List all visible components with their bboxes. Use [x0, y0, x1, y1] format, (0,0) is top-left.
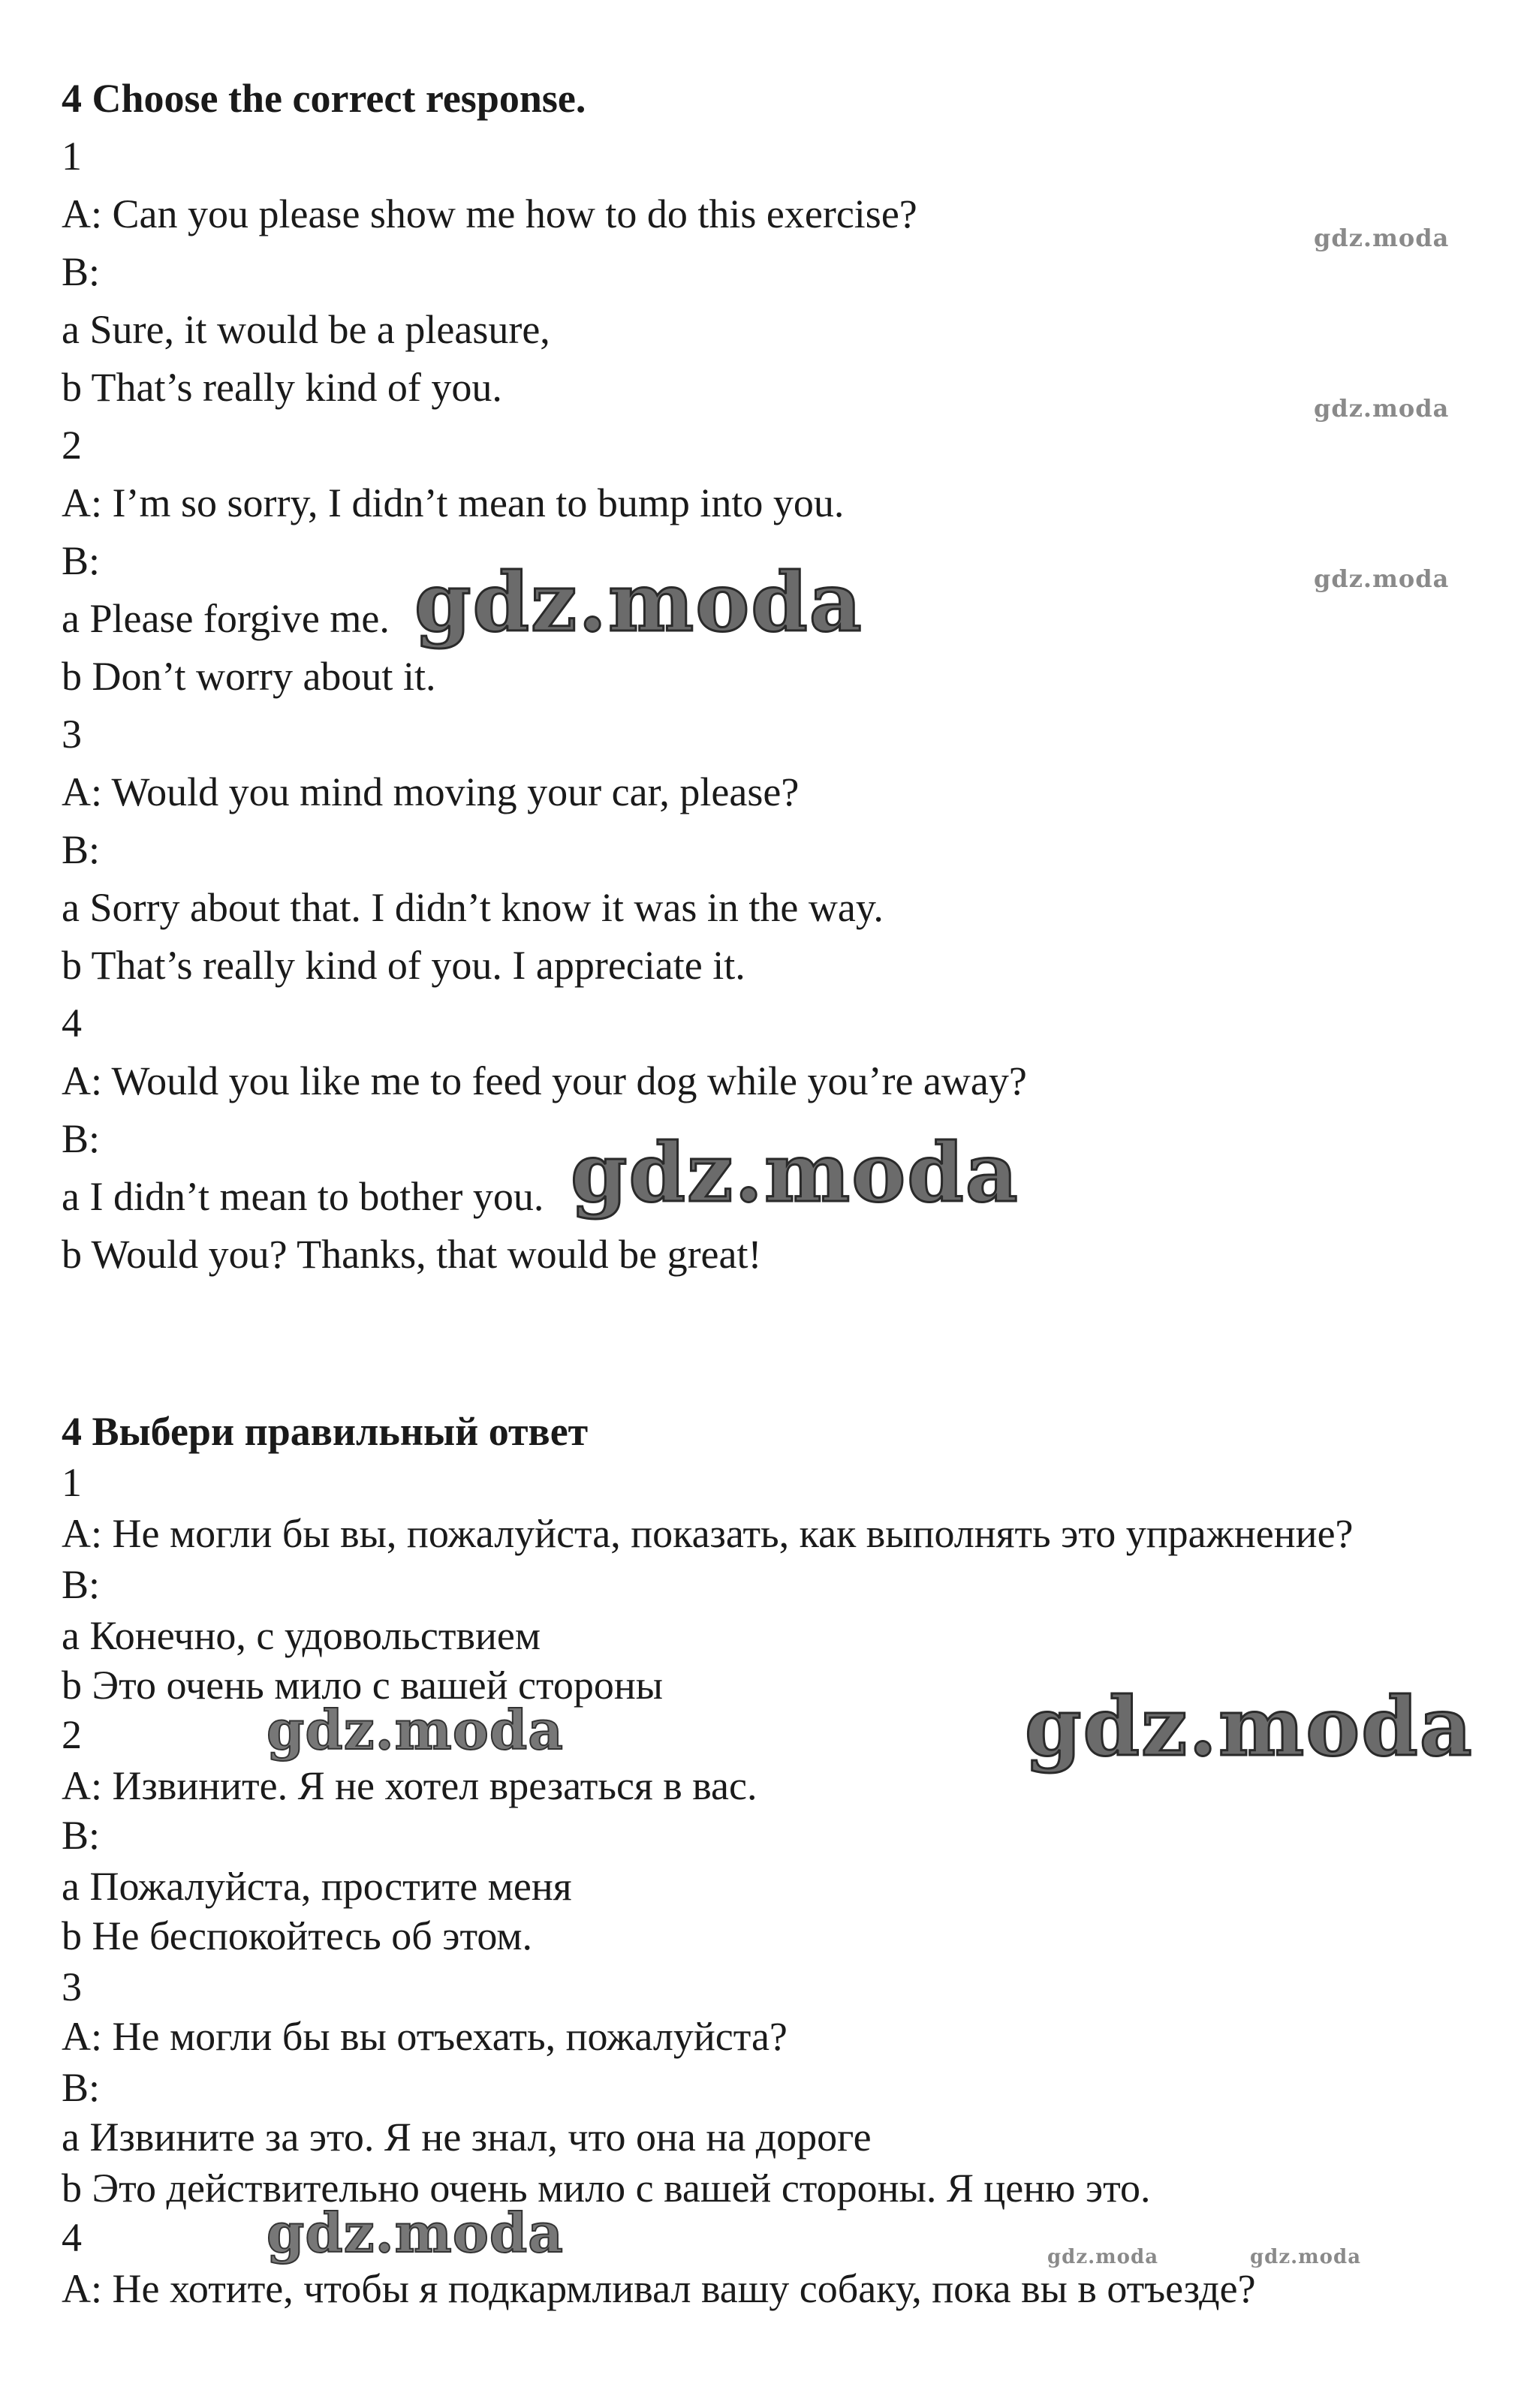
russian-line: b Это действительно очень мило с вашей стороны. Я ценю это.	[62, 2166, 1151, 2211]
watermark: gdz.moda	[1314, 564, 1450, 593]
russian-line: a Конечно, с удовольствием	[62, 1613, 541, 1658]
english-line: a Sure, it would be a pleasure,	[62, 307, 550, 352]
english-line: B:	[62, 249, 101, 294]
english-line: A: Would you mind moving your car, please?	[62, 769, 800, 814]
russian-line: B:	[62, 1813, 101, 1858]
watermark: gdz.moda	[267, 1698, 564, 1762]
english-line: b That’s really kind of you.	[62, 365, 502, 410]
english-line: b Don’t worry about it.	[62, 654, 436, 699]
english-line: B:	[62, 827, 101, 872]
russian-line: 3	[62, 1964, 82, 2009]
russian-line: A: Извините. Я не хотел врезаться в вас.	[62, 1763, 757, 1808]
watermark: gdz.moda	[571, 1126, 1019, 1221]
watermark: gdz.moda	[1025, 1680, 1474, 1774]
english-line: A: Can you please show me how to do this exercise?	[62, 191, 917, 236]
russian-line: B:	[62, 1562, 101, 1607]
russian-line: A: Не могли бы вы, пожалуйста, показать, как выполнять это упражнение?	[62, 1511, 1354, 1556]
watermark: gdz.moda	[267, 2201, 564, 2265]
english-line: A: Would you like me to feed your dog while you’re away?	[62, 1058, 1027, 1103]
watermark: gdz.moda	[1314, 394, 1450, 423]
watermark: gdz.moda	[1047, 2246, 1159, 2268]
english-line: B:	[62, 1116, 101, 1161]
russian-line: A: Не хотите, чтобы я подкармливал вашу собаку, пока вы в отъезде?	[62, 2266, 1256, 2311]
english-line: a I didn’t mean to bother you.	[62, 1174, 544, 1219]
english-line: 3	[62, 712, 82, 757]
english-line: a Sorry about that. I didn’t know it was in the way.	[62, 885, 884, 930]
english-line: B:	[62, 538, 101, 583]
english-line: A: I’m so sorry, I didn’t mean to bump into you.	[62, 480, 845, 525]
russian-line: A: Не могли бы вы отъехать, пожалуйста?	[62, 2014, 788, 2059]
russian-line: a Пожалуйста, простите меня	[62, 1864, 572, 1909]
english-line: 4	[62, 1001, 82, 1046]
english-line: 2	[62, 423, 82, 468]
english-line: a Please forgive me.	[62, 596, 390, 641]
russian-heading: 4 Выбери правильный ответ	[62, 1409, 589, 1454]
russian-line: a Извините за это. Я не знал, что она на дороге	[62, 2115, 872, 2160]
english-heading: 4 Choose the correct response.	[62, 76, 586, 121]
watermark: gdz.moda	[1250, 2246, 1362, 2268]
russian-line: 4	[62, 2215, 82, 2260]
russian-line: b Это очень мило с вашей стороны	[62, 1663, 664, 1708]
watermark: gdz.moda	[1314, 224, 1450, 252]
english-line: b Would you? Thanks, that would be great!	[62, 1232, 762, 1277]
russian-line: 2	[62, 1712, 82, 1757]
english-line: 1	[62, 134, 82, 179]
russian-line: B:	[62, 2065, 101, 2110]
english-line: b That’s really kind of you. I appreciate it.	[62, 943, 745, 988]
russian-line: 1	[62, 1460, 82, 1505]
watermark: gdz.moda	[414, 555, 863, 650]
russian-line: b Не беспокойтесь об этом.	[62, 1913, 532, 1958]
